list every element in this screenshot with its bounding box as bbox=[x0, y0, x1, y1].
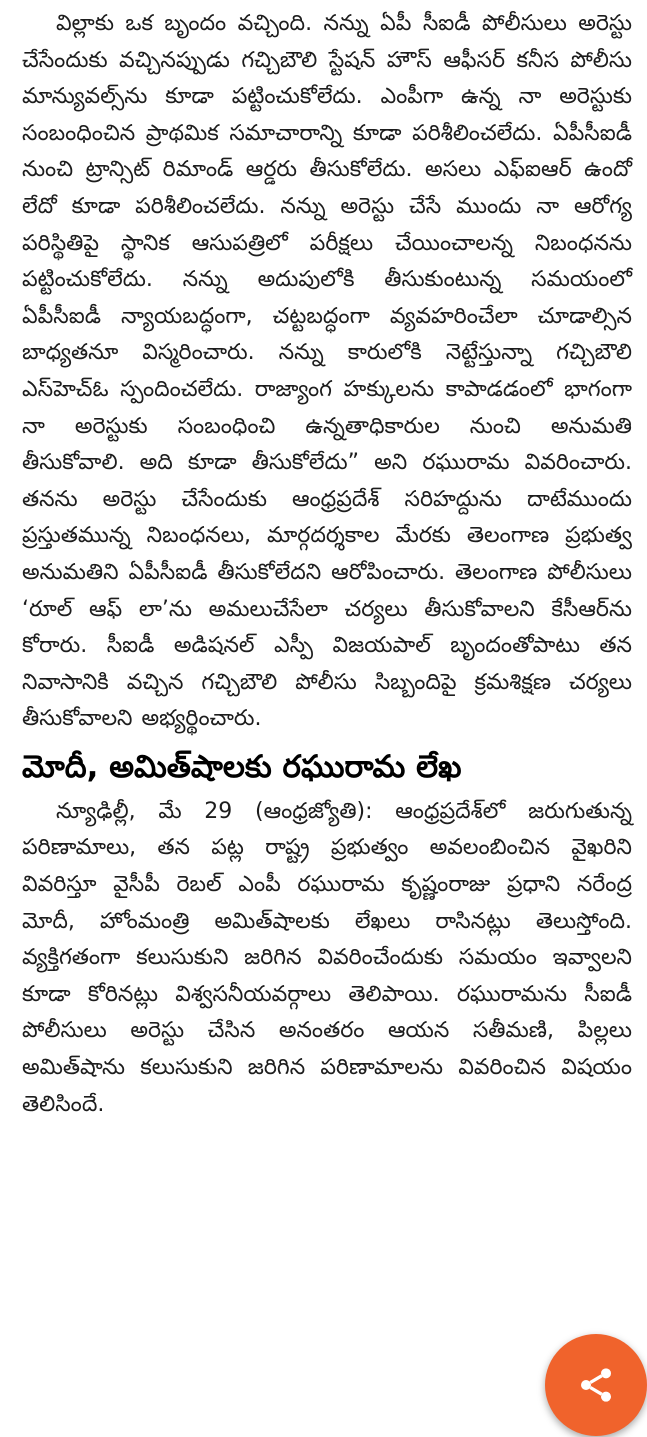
article-body bbox=[22, 6, 632, 1123]
article-paragraph: విల్లాకు ఒక బృందం వచ్చింది. నన్ను ఏపీ సీఐడీ పోలీసులు అరెస్టు చేసేందుకు వచ్చినప్పుడు గచ్చిబౌలి స్టేషన్ హౌస్ ఆఫీసర్ కనీస పోలీసు మాన్యువల్స్‌ను కూడా పట్టించుకోలేదు. ఎంపీగా ఉన్న నా అరెస్టుకు సంబంధించిన ప్రాథమిక సమాచారాన్ని కూడా పరిశీలించలేదు. ఏపీసీఐడీ నుంచి ట్రాన్సిట్ రిమాండ్ ఆర్డరు తీసుకోలేదు. అసలు ఎఫ్‌ఐఆర్ ఉందో లేదో కూడా పరిశీలించలేదు. నన్ను అరెస్టు చేసే ముందు నా ఆరోగ్య పరిస్థితిపై స్థానిక ఆసుపత్రిలో పరీక్షలు చేయించాలన్న నిబంధనను పట్టించుకోలేదు. నన్ను అదుపులోకి తీసుకుంటున్న సమయంలో ఏపీసీఐడీ న్యాయబద్ధంగా, చట్టబద్ధంగా వ్యవహరించేలా చూడాల్సిన బాధ్యతనూ విస్మరించారు. నన్ను కారులోకి నెట్టేస్తున్నా గచ్చిబౌలి ఎస్‌హెచ్‌ఓ స్పందించలేదు. రాజ్యాంగ హక్కులను కాపాడడంలో భాగంగా నా అరెస్టుకు సంబంధించి ఉన్నతాధికారుల నుంచి అనుమతి తీసుకోవాలి. అది కూడా తీసుకోలేదు” అని రఘురామ వివరించారు. తనను అరెస్టు చేసేందుకు ఆంధ్రప్రదేశ్ సరిహద్దును దాటేముందు ప్రస్తుతమున్న నిబంధనలు, మార్గదర్శకాల మేరకు తెలంగాణ ప్రభుత్వ అనుమతిని ఏపీసీఐడీ తీసుకోలేదని ఆరోపించారు. తెలంగాణ పోలీసులు ‘రూల్ ఆఫ్ లా’ను అమలుచేసేలా చర్యలు తీసుకోవాలని కేసీఆర్‌ను కోరారు. సీఐడీ అడిషనల్ ఎస్పీ విజయపాల్ బృందంతోపాటు తన నివాసానికి వచ్చిన గచ్చిబౌలి పోలీసు సిబ్బందిపై క్రమశిక్షణ చర్యలు తీసుకోవాలని అభ్యర్థించారు. bbox=[22, 11, 632, 732]
share-button[interactable] bbox=[545, 1334, 647, 1436]
share-icon bbox=[576, 1365, 616, 1405]
article-paragraph: న్యూఢిల్లీ, మే 29 (ఆంధ్రజ్యోతి): ఆంధ్రప్రదేశ్‌లో జరుగుతున్న పరిణామాలు, తన పట్ల రాష్ట్ర ప్రభుత్వం అవలంబించిన వైఖరిని వివరిస్తూ వైసీపీ రెబల్ ఎంపీ రఘురామ కృష్ణంరాజు ప్రధాని నరేంద్ర మోదీ, హోంమంత్రి అమిత్‌షాలకు లేఖలు రాసినట్లు తెలుస్తోంది. వ్యక్తిగతంగా కలుసుకుని జరిగిన వివరించేందుకు సమయం ఇవ్వాలని కూడా కోరినట్లు విశ్వసనీయవర్గాలు తెలిపాయి. రఘురామను సీఐడీ పోలీసులు అరెస్టు చేసిన అనంతరం ఆయన సతీమణి, పిల్లలు అమిత్‌షాను కలుసుకుని జరిగిన పరిణామాలను వివరించిన విషయం తెలిసిందే. bbox=[22, 798, 632, 1117]
article-subheadline: మోదీ, అమిత్‌షాలకు రఘురామ లేఖ bbox=[22, 748, 462, 785]
